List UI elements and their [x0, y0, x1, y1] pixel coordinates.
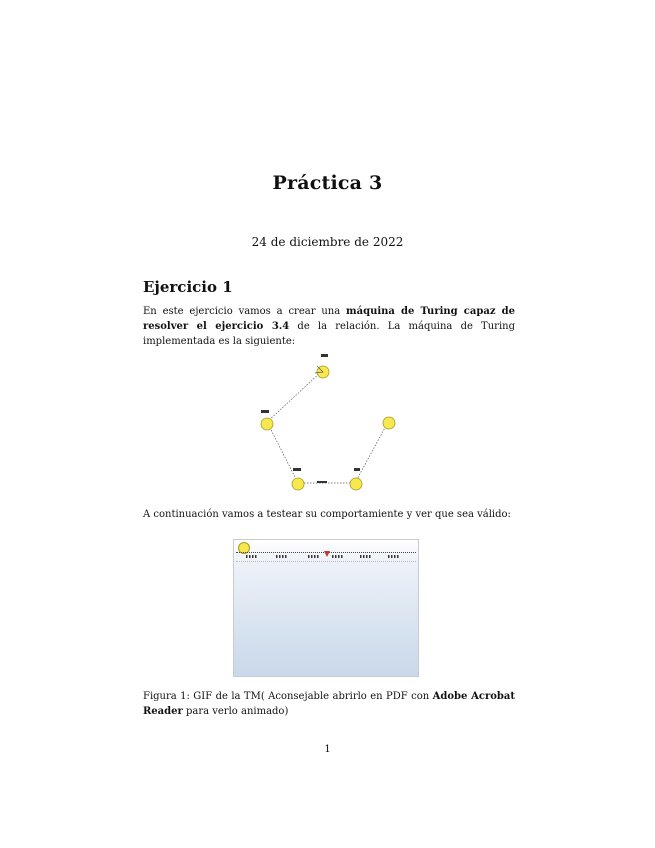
caption-text-1: Figura 1: GIF de la TM( Aconsejable abrirlo en PDF con: [143, 691, 433, 702]
state-label-mark: [293, 468, 301, 471]
tape-cell: [246, 555, 258, 558]
figure-caption: [143, 689, 515, 719]
tape-cell: [308, 555, 320, 558]
tape-cell: [276, 555, 288, 558]
tape-cell: [388, 555, 400, 558]
intro-text-1: En este ejercicio vamos a crear una: [143, 306, 347, 317]
state-node: [383, 417, 395, 429]
state-label-mark: [321, 354, 328, 357]
page-title: Práctica 3: [272, 172, 383, 194]
transition-edge: [355, 422, 388, 483]
intro-paragraph: [143, 304, 515, 349]
transition-label-mark: [317, 481, 327, 483]
test-paragraph: A continuación vamos a testear su comportamiente y ver que sea válido:: [143, 509, 511, 520]
turing-machine-diagram: [255, 350, 405, 495]
caption-text-2: para verlo animado): [182, 706, 289, 717]
page-number: 1: [324, 744, 331, 755]
state-label-mark: [354, 468, 360, 471]
state-label-mark: [261, 410, 269, 413]
tape-cell: [360, 555, 372, 558]
caption-bold-text: Adobe Acrobat Reader: [143, 691, 515, 717]
transition-edge: [267, 372, 321, 422]
state-node: [261, 418, 273, 430]
transition-edge: [267, 422, 298, 483]
turing-machine-gif: [233, 539, 419, 677]
state-node: [350, 478, 362, 490]
intro-bold-text: máquina de Turing capaz de resolver el ejercicio 3.4: [143, 306, 515, 332]
tape-head-icon: [324, 551, 330, 557]
intro-text-2: de la relación. La máquina de Turing implementada es la siguiente:: [143, 321, 515, 347]
section-heading: Ejercicio 1: [143, 278, 233, 296]
tape-cell: [332, 555, 344, 558]
document-date: 24 de diciembre de 2022: [251, 235, 404, 249]
state-node: [292, 478, 304, 490]
